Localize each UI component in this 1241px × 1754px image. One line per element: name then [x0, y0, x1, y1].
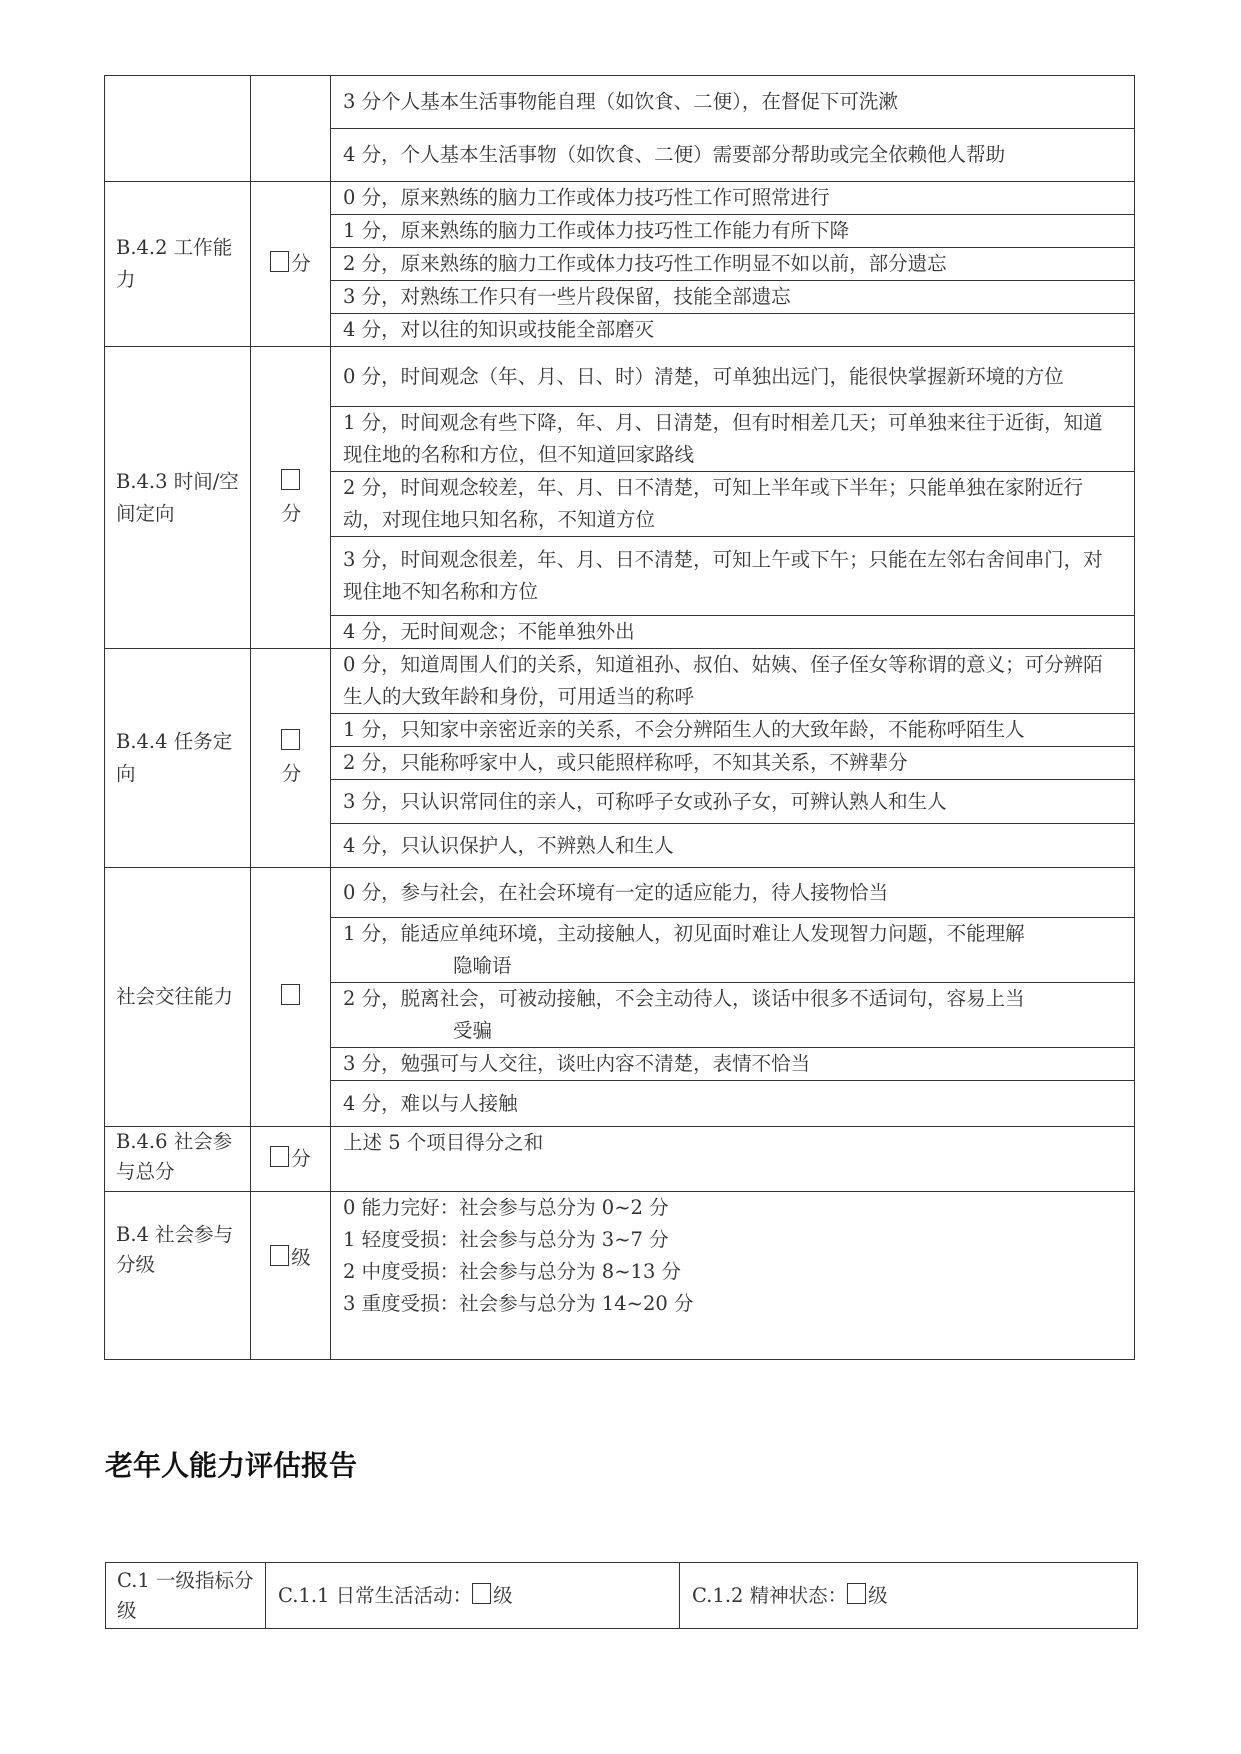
option-row: 4 分，个人基本生活事物（如饮食、二便）需要部分帮助或完全依赖他人帮助: [331, 129, 1135, 182]
item-name-b446: B.4.6 社会参与总分: [105, 1127, 251, 1192]
score-unit: 分: [281, 501, 302, 525]
option-row: [331, 983, 1135, 1048]
option-text: 2 分，脱离社会，可被动接触，不会主动待人，谈话中很多不适词句，容易上当: [343, 987, 1025, 1010]
level-item: 2 中度受损：社会参与总分为 8~13 分: [343, 1260, 682, 1283]
level-item: 1 轻度受损：社会参与总分为 3~7 分: [343, 1228, 669, 1251]
option-row: 2 分，时间观念较差，年、月、日不清楚，可知上半年或下半年；只能单独在家附近行动，对现住地只知名称，不知道方位: [331, 472, 1135, 537]
option-row: 1 分，时间观念有些下降，年、月、日清楚，但有时相差几天；可单独来往于近街，知道现住地的名称和方位，但不知道回家路线: [331, 407, 1135, 472]
level-item: 0 能力完好：社会参与总分为 0~2 分: [343, 1196, 669, 1219]
name-cell-empty: [105, 76, 251, 182]
report-title: 老年人能力评估报告: [105, 1449, 358, 1482]
option-text-cont: 受骗: [453, 1019, 493, 1042]
social-participation-table: [104, 75, 1135, 1360]
option-row: 4 分，只认识保护人，不辨熟人和生人: [331, 824, 1135, 868]
option-row: 0 分，参与社会，在社会环境有一定的适应能力，待人接物恰当: [331, 868, 1135, 918]
score-checkbox[interactable]: [281, 984, 300, 1005]
option-row: 1 分，原来熟练的脑力工作或体力技巧性工作能力有所下降: [331, 215, 1135, 248]
option-row: 0 分，时间观念（年、月、日、时）清楚，可单独出远门，能很快掌握新环境的方位: [331, 347, 1135, 407]
score-cell-empty: [251, 76, 331, 182]
total-description: 上述 5 个项目得分之和: [331, 1127, 1135, 1192]
option-row: [331, 918, 1135, 983]
c12-cell: [680, 1563, 1138, 1629]
c11-cell: [266, 1563, 680, 1629]
option-text-cont: 隐喻语: [453, 954, 512, 977]
option-row: 4 分，对以往的知识或技能全部磨灭: [331, 314, 1135, 347]
item-name-b444: B.4.4 任务定向: [105, 649, 251, 868]
level-list: [331, 1192, 1135, 1360]
option-row: 1 分，只知家中亲密近亲的关系，不会分辨陌生人的大致年龄，不能称呼陌生人: [331, 714, 1135, 747]
option-row: 4 分，难以与人接触: [331, 1081, 1135, 1127]
level-item: 3 重度受损：社会参与总分为 14~20 分: [343, 1292, 694, 1315]
score-cell-b444: [251, 649, 331, 868]
score-cell-b442: [251, 182, 331, 347]
score-unit: 分: [281, 762, 302, 785]
score-unit: 分: [291, 252, 311, 275]
option-row: 2 分，原来熟练的脑力工作或体力技巧性工作明显不如以前，部分遗忘: [331, 248, 1135, 281]
item-name-b443: B.4.3 时间/空间定向: [105, 347, 251, 649]
score-cell-b44: [251, 1192, 331, 1360]
score-cell-b443: [251, 347, 331, 649]
option-row: 0 分，知道周围人们的关系，知道祖孙、叔伯、姑姨、侄子侄女等称谓的意义；可分辨陌生人的大致年龄和身份，可用适当的称呼: [331, 649, 1135, 714]
c12-label: C.1.2 精神状态：: [692, 1583, 848, 1607]
option-row: 3 分个人基本生活事物能自理（如饮食、二便），在督促下可洗漱: [331, 76, 1135, 129]
item-name-b442: B.4.2 工作能力: [105, 182, 251, 347]
c1-name: C.1 一级指标分级: [106, 1563, 266, 1629]
option-row: 3 分，对熟练工作只有一些片段保留，技能全部遗忘: [331, 281, 1135, 314]
c11-unit: 级: [493, 1583, 513, 1607]
level-unit: 级: [291, 1246, 311, 1269]
option-row: 3 分，勉强可与人交往，谈吐内容不清楚，表情不恰当: [331, 1048, 1135, 1081]
score-checkbox[interactable]: [270, 1146, 289, 1167]
level-checkbox[interactable]: [270, 1245, 289, 1266]
option-row: 0 分，原来熟练的脑力工作或体力技巧性工作可照常进行: [331, 182, 1135, 215]
option-row: 3 分，时间观念很差，年、月、日不清楚，可知上午或下午；只能在左邻右舍间串门，对现住地不知名称和方位: [331, 537, 1135, 616]
score-checkbox[interactable]: [281, 729, 300, 750]
score-cell-social: [251, 868, 331, 1127]
item-name-social: 社会交往能力: [105, 868, 251, 1127]
c12-checkbox[interactable]: [847, 1583, 866, 1604]
score-checkbox[interactable]: [281, 469, 300, 490]
item-name-b44: B.4 社会参与分级: [105, 1192, 251, 1360]
option-row: 4 分，无时间观念；不能单独外出: [331, 616, 1135, 649]
c11-checkbox[interactable]: [472, 1583, 491, 1604]
option-row: 3 分，只认识常同住的亲人，可称呼子女或孙子女，可辨认熟人和生人: [331, 780, 1135, 824]
score-cell-b446: [251, 1127, 331, 1192]
score-checkbox[interactable]: [270, 251, 289, 272]
c11-label: C.1.1 日常生活活动：: [278, 1583, 473, 1607]
option-text: 1 分，能适应单纯环境，主动接触人，初见面时难让人发现智力问题，不能理解: [343, 922, 1025, 945]
c12-unit: 级: [868, 1583, 888, 1607]
report-table: [105, 1562, 1138, 1629]
option-row: 2 分，只能称呼家中人，或只能照样称呼，不知其关系，不辨辈分: [331, 747, 1135, 780]
score-unit: 分: [291, 1147, 311, 1170]
